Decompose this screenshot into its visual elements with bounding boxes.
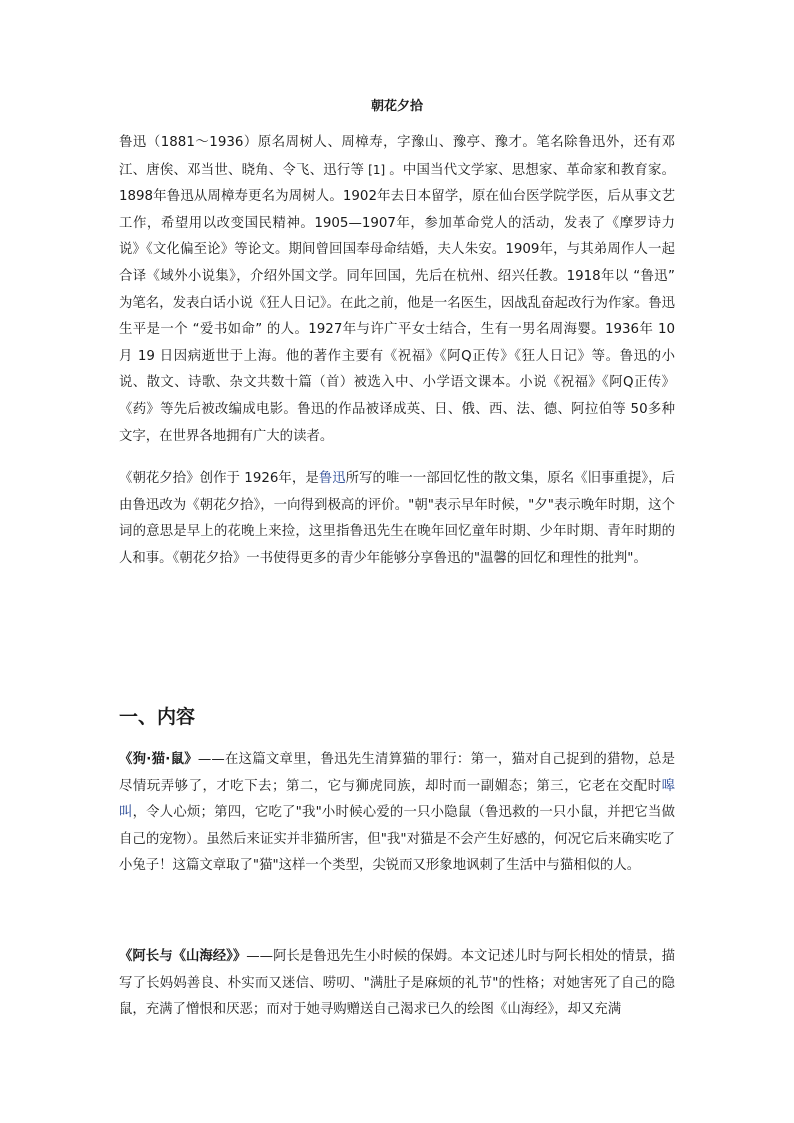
bio-text-part1: 鲁迅（1881～1936）原名周树人、周樟寿，字豫山、豫亭、豫才。笔名除鲁迅外，还有邓江、唐俟、邓当世、晓角、令飞、迅行等 [119,135,675,178]
citation-reference[interactable]: [1] [364,162,390,177]
achang-title: 《阿长与《山海经》》 [119,949,247,964]
howl-link[interactable]: 嗥叫 [119,778,675,821]
book-intro-paragraph [119,466,675,572]
section-heading-content: 一、内容 [119,706,196,728]
intro-text-part1: 《朝花夕拾》创作于 1926年，是 [119,471,319,486]
dog-cat-mouse-title: 《狗·猫·鼠》 [119,752,198,767]
document-title: 朝花夕拾 [370,99,423,114]
bio-text-part2: 。中国当代文学家、思想家、革命家和教育家。1898年鲁迅从周樟寿更名为周树人。1902年去日本留学，原在仙台医学院学医，后从事文艺工作，希望用以改变国民精神。1905—1907年，参加革命党人的活动，发表了《摩罗诗力说》《文化偏至论》等论文。期间曾回国奉母命结婚，夫人朱安。1909年，与其弟周作人一起合译《域外小说集》，介绍外国文学。同年回国，先后在杭州、绍兴任教。1918年以 “鲁迅” 为笔名，发表白话小说《狂人日记》。在此之前，他是一名医生，因战乱奋起改行为作家。鲁迅生平是一个 “爱书如命” 的人。1927年与许广平女士结合，生有一男名周海婴。1936年 10 月 19 日因病逝世于上海。他的著作主要有《祝福》《阿Q正传》《狂人日记》等。鲁迅的小说、散文、诗歌、杂文共数十篇（首）被选入中、小学语文课本。小说《祝福》《阿Q正传》《药》等先后被改编成电影。鲁迅的作品被译成英、日、俄、西、法、德、阿拉伯等 50多种文字，在世界各地拥有广大的读者。 [119,162,675,444]
intro-text-part2: 所写的唯一一部回忆性的散文集，原名《旧事重提》，后由鲁迅改为《朝花夕拾》，一向得到极高的评价。"朝"表示早年时候，"夕"表示晚年时期，这个词的意思是早上的花晚上来捡，这里指鲁迅先生在晚年回忆童年时期、少年时期、青年时期的人和事。《朝花夕拾》一书使得更多的青少年能够分享鲁迅的"温馨的回忆和理性的批判"。 [119,471,675,566]
dog-cat-mouse-text-part2: ，令人心烦；第四，它吃了"我"小时候心爱的一只小隐鼠（鲁迅救的一只小鼠，并把它当做自己的宠物）。虽然后来证实并非猫所害，但"我"对猫是不会产生好感的，何况它后来确实吃了小兔子！这篇文章取了"猫"这样一个类型，尖锐而又形象地讽刺了生活中与猫相似的人。 [119,805,675,874]
luxun-link[interactable]: 鲁迅 [318,471,346,486]
dog-cat-mouse-text-part1: ——在这篇文章里，鲁迅先生清算猫的罪行：第一，猫对自己捉到的猎物，总是尽情玩弄够了，才吃下去；第二，它与狮虎同族，却时而一副媚态；第三，它老在交配时 [119,752,675,794]
dog-cat-mouse-paragraph [119,747,675,880]
author-bio-paragraph [119,130,675,450]
achang-paragraph [119,944,675,1024]
achang-text-part1: ——阿长是鲁迅先生小时候的保姆。本文记述儿时与阿长相处的情景，描写了长妈妈善良、朴实而又迷信、唠叨、"满肚子是麻烦的礼节"的性格；对她害死了自己的隐鼠，充满了憎恨和厌恶；而对于她寻购赠送自己渴求已久的绘图《山海经》，却又充满 [119,949,675,1018]
